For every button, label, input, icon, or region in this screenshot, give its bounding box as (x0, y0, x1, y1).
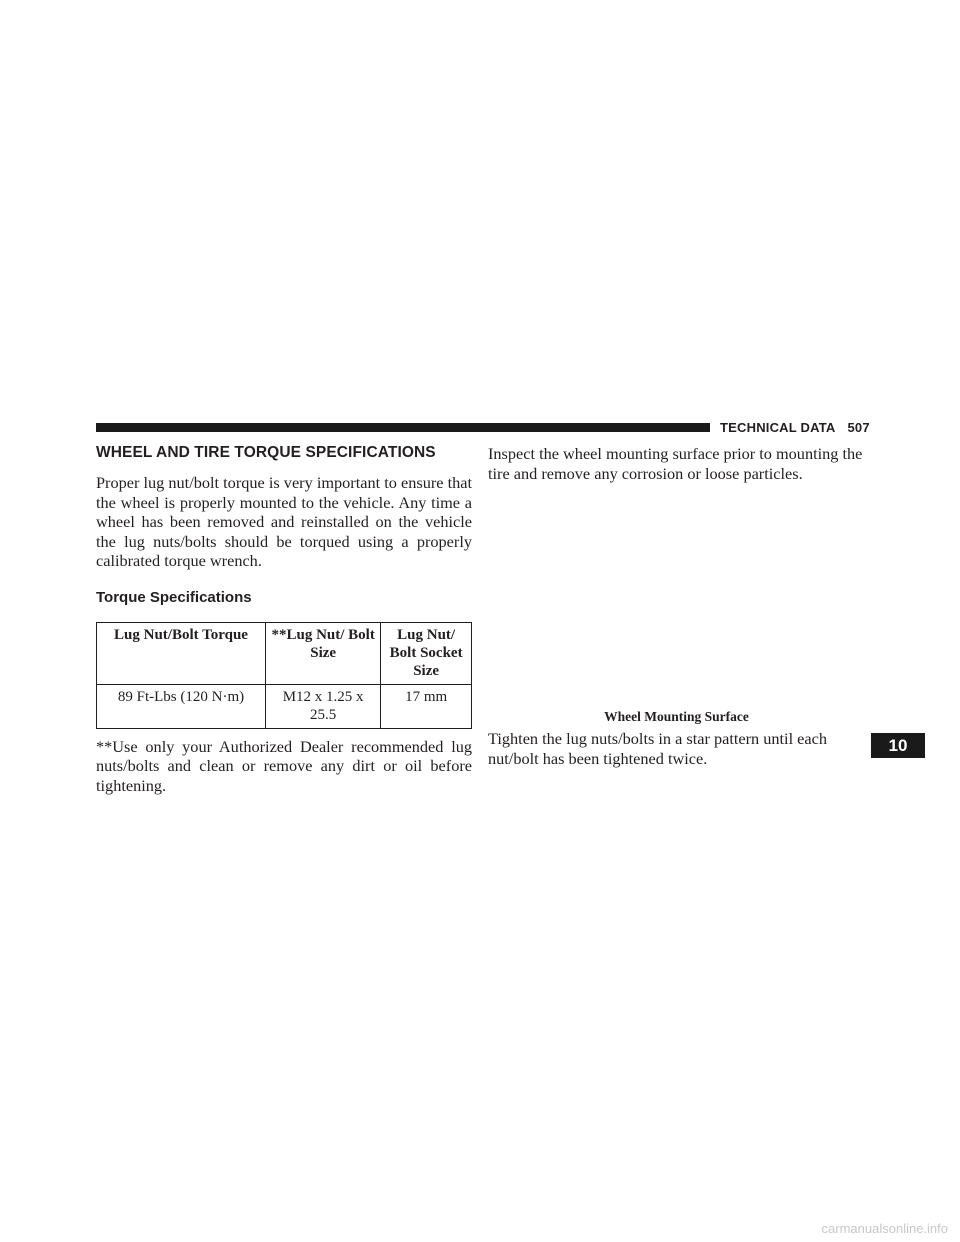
inspect-paragraph: Inspect the wheel mounting surface prior to mounting the tire and remove any corrosion or loose particles. (488, 444, 863, 483)
figure-caption: Wheel Mounting Surface (604, 709, 749, 724)
running-header (720, 420, 870, 435)
cell-bolt-size: M12 x 1.25 x 25.5 (266, 684, 381, 728)
cell-torque: 89 Ft-Lbs (120 N·m) (97, 684, 266, 728)
wheel-mounting-figure (488, 483, 865, 709)
left-column (96, 444, 472, 795)
header-section: TECHNICAL DATA (720, 420, 836, 435)
chapter-tab: 10 (871, 733, 925, 758)
cell-socket-size: 17 mm (381, 684, 472, 728)
header-bolt-size: **Lug Nut/ Bolt Size (266, 622, 381, 684)
right-column (488, 444, 865, 768)
torque-specifications-heading: Torque Specifications (96, 588, 252, 606)
header-socket-size: Lug Nut/ Bolt Socket Size (381, 622, 472, 684)
header-torque: Lug Nut/Bolt Torque (97, 622, 266, 684)
torque-table (96, 622, 472, 729)
header-rule (96, 423, 710, 432)
section-title: WHEEL AND TIRE TORQUE SPECIFICATIONS (96, 444, 436, 461)
intro-paragraph: Proper lug nut/bolt torque is very important to ensure that the wheel is properly mounted to the vehicle. Any time a wheel has been removed and reinstalled on the vehicle the lug nuts/bolts should be torqued using a properly calibrated torque wrench. (96, 473, 472, 570)
watermark: carmanualsonline.info (821, 1221, 948, 1236)
table-row (97, 684, 472, 728)
page-number: 507 (847, 420, 870, 435)
dealer-note: **Use only your Authorized Dealer recommended lug nuts/bolts and clean or remove any dirt or oil before tightening. (96, 736, 472, 795)
tighten-paragraph: Tighten the lug nuts/bolts in a star pattern until each nut/bolt has been tightened twice. (488, 729, 827, 768)
table-header-row (97, 622, 472, 684)
